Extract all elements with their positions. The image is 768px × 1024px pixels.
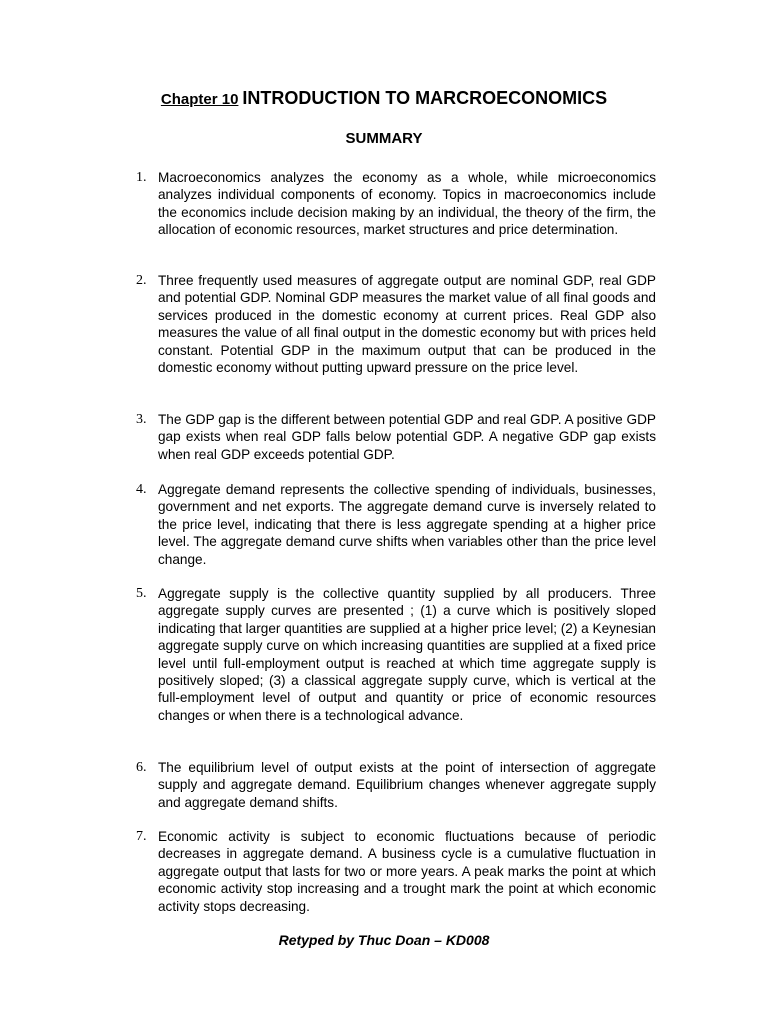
list-item-text: Three frequently used measures of aggregate output are nominal GDP, real GDP and potential GDP. Nominal GDP measures the market value of all final goods and services produced in the domestic economy at current prices. Real GDP also measures the value of all final output in the domestic economy but with prices held constant. Potential GDP in the maximum output that can be produced in the domestic economy without putting upward pressure on the price level. <box>158 273 656 376</box>
list-item-number: 4. <box>136 482 147 497</box>
retyped-credit: Retyped by Thuc Doan – KD008 <box>278 932 490 948</box>
list-item-text: Aggregate supply is the collective quantity supplied by all producers. Three aggregate supply curves are presented ; (1) a curve which is positively sloped indicating that larger quantities are supplied at a higher price level; (2) a Keynesian aggregate supply curve on which increasing quantities are supplied at a fixed price level until full-employment output is reached at which time aggregate supply is positively sloped; (3) a classical aggregate supply curve, which is vertical at the full-employment level of output and quantity or price of economic resources changes or when there is a technological advance. <box>158 586 656 723</box>
list-item-text: Economic activity is subject to economic fluctuations because of periodic decreases in aggregate demand. A business cycle is a cumulative fluctuation in aggregate output that lasts for two or more years. A peak marks the point at which economic activity stop increasing and a trought mark the point at which economic activity stops decreasing. <box>158 829 656 914</box>
list-item-number: 6. <box>136 760 147 775</box>
chapter-heading <box>0 88 768 109</box>
list-item-text: The equilibrium level of output exists at the point of intersection of aggregate supply and aggregate demand. Equilibrium changes whenever aggregate supply and aggregate demand shifts. <box>158 760 656 810</box>
list-item-text: The GDP gap is the different between potential GDP and real GDP. A positive GDP gap exists when real GDP falls below potential GDP. A negative GDP gap exists when real GDP exceeds potential GDP. <box>158 412 656 462</box>
list-item-number: 3. <box>136 412 147 427</box>
summary-heading: SUMMARY <box>345 130 423 147</box>
list-item-number: 7. <box>136 829 147 844</box>
list-item-text: Aggregate demand represents the collective spending of individuals, businesses, government and net exports. The aggregate demand curve is inversely related to the price level, indicating that there is less aggregate spending at a higher price level. The aggregate demand curve shifts when variables other than the price level change. <box>158 482 656 567</box>
list-item-number: 5. <box>136 586 147 601</box>
list-item-number: 1. <box>136 170 147 185</box>
list-item-number: 2. <box>136 273 147 288</box>
chapter-label: Chapter 10 <box>160 91 239 108</box>
list-item-text: Macroeconomics analyzes the economy as a whole, while microeconomics analyzes individual components of economy. Topics in macroeconomics include the economics include decision making by an individual, the theory of the firm, the allocation of economic resources, market structures and price determination. <box>158 170 656 238</box>
chapter-title: INTRODUCTION TO MARCROECONOMICS <box>242 88 608 108</box>
